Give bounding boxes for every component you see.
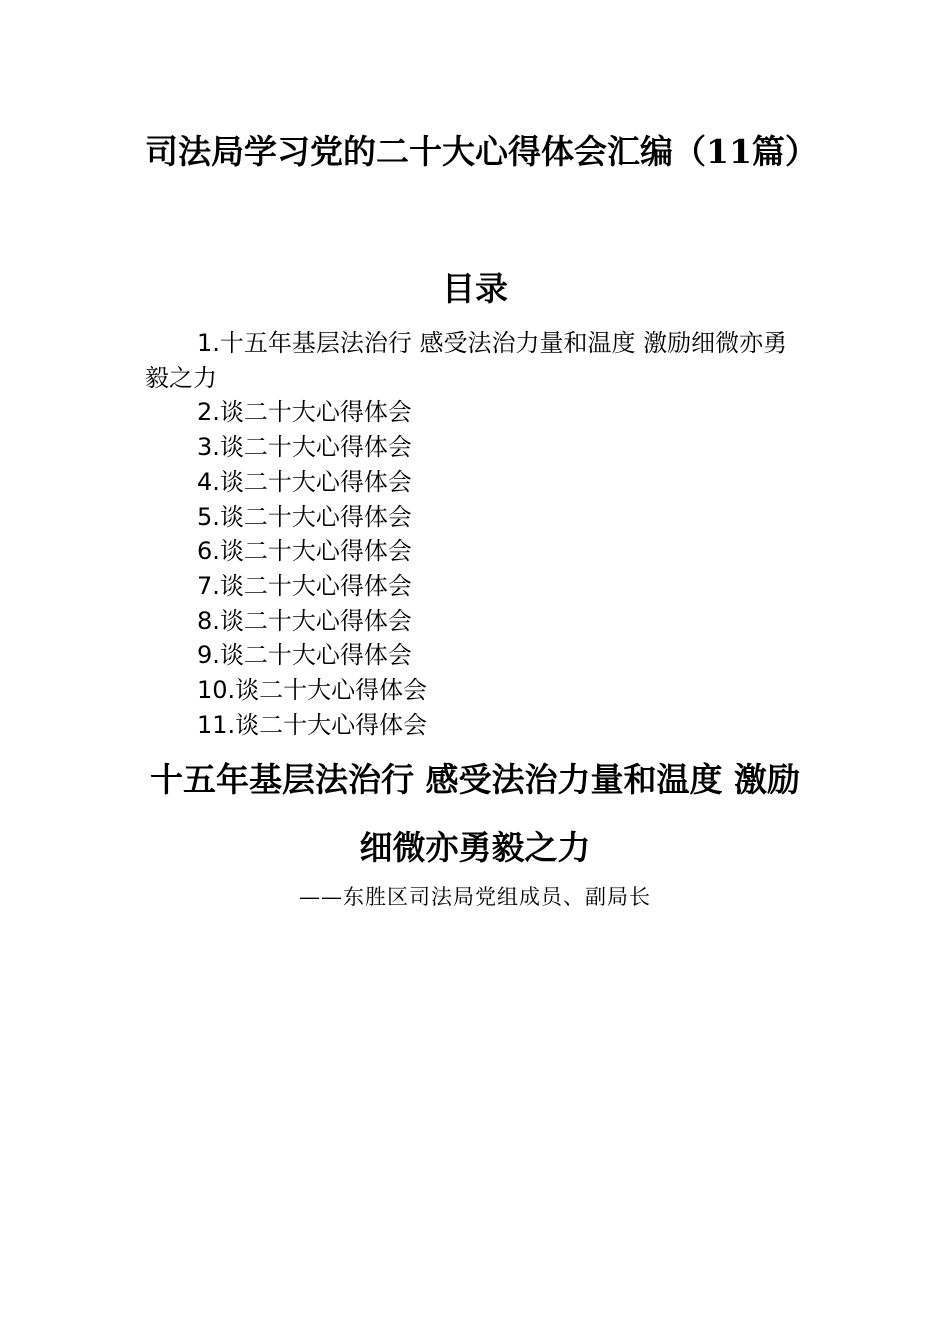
toc-item-5: 5.谈二十大心得体会	[197, 502, 412, 531]
article-title: 十五年基层法治行 感受法治力量和温度 激励细微亦勇毅之力	[150, 760, 800, 867]
toc-item-11: 11.谈二十大心得体会	[197, 710, 428, 739]
toc-item-2: 2.谈二十大心得体会	[197, 398, 412, 427]
toc-item-9: 9.谈二十大心得体会	[197, 641, 412, 670]
toc-item-8: 8.谈二十大心得体会	[197, 606, 412, 635]
toc-item-6: 6.谈二十大心得体会	[197, 537, 412, 566]
author-byline: ——东胜区司法局党组成员、副局长	[299, 885, 651, 909]
toc-item-1: 1.十五年基层法治行 感受法治力量和温度 激励细微亦勇毅之力	[145, 329, 788, 392]
document-title: 司法局学习党的二十大心得体会汇编（11篇）	[145, 132, 818, 171]
toc-item-4: 4.谈二十大心得体会	[197, 467, 412, 496]
toc-heading: 目录	[442, 269, 508, 308]
toc-item-3: 3.谈二十大心得体会	[197, 433, 412, 462]
table-of-contents	[145, 326, 810, 742]
toc-item-10: 10.谈二十大心得体会	[197, 676, 428, 705]
toc-item-7: 7.谈二十大心得体会	[197, 571, 412, 600]
